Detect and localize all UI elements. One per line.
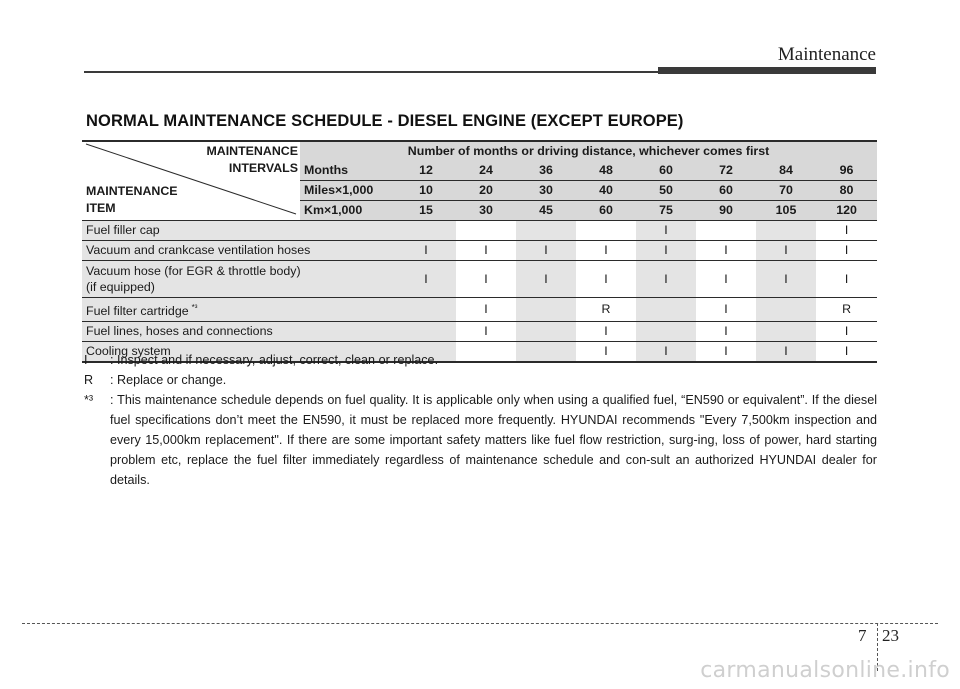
span-header: Number of months or driving distance, whichever comes first — [300, 141, 877, 161]
item-name: Fuel lines, hoses and connections — [86, 324, 273, 339]
interval-value: 75 — [636, 201, 696, 221]
interval-value: 40 — [576, 181, 636, 201]
item-name-cell — [82, 241, 396, 261]
interval-value: 15 — [396, 201, 456, 221]
schedule-cell — [396, 298, 456, 322]
schedule-cell: I — [636, 261, 696, 298]
table-row — [82, 298, 877, 322]
interval-value: 60 — [576, 201, 636, 221]
header-rule-thick — [658, 67, 876, 74]
schedule-cell: I — [636, 342, 696, 363]
schedule-cell: I — [636, 221, 696, 241]
schedule-cell: I — [576, 322, 636, 342]
interval-value: 70 — [756, 181, 816, 201]
schedule-cell: I — [576, 261, 636, 298]
schedule-cell: I — [756, 261, 816, 298]
corner-item-line2: ITEM — [86, 201, 116, 215]
schedule-cell — [576, 221, 636, 241]
schedule-cell — [636, 322, 696, 342]
footer-dashed-rule — [22, 623, 938, 624]
interval-value: 80 — [816, 181, 877, 201]
interval-value: 90 — [696, 201, 756, 221]
schedule-cell: I — [516, 261, 576, 298]
interval-value: 84 — [756, 161, 816, 181]
item-name-cell — [82, 221, 396, 241]
page-title: NORMAL MAINTENANCE SCHEDULE - DIESEL ENGINE (EXCEPT EUROPE) — [86, 112, 684, 130]
item-name: Fuel filler cap — [86, 223, 160, 237]
schedule-cell — [516, 322, 576, 342]
schedule-cell: I — [816, 322, 877, 342]
note-key: I — [84, 353, 88, 367]
note-line — [84, 390, 877, 490]
interval-value: 30 — [516, 181, 576, 201]
note-key: R — [84, 373, 94, 387]
schedule-cell: R — [576, 298, 636, 322]
schedule-cell: I — [456, 241, 516, 261]
section-title: Maintenance — [777, 44, 876, 65]
table-row — [82, 221, 877, 241]
schedule-cell — [396, 221, 456, 241]
schedule-cell: I — [756, 241, 816, 261]
schedule-cell — [756, 221, 816, 241]
item-name-cell — [82, 298, 396, 322]
table-row — [82, 322, 877, 342]
note-text: : Replace or change. — [110, 373, 227, 387]
note-line — [84, 370, 877, 390]
corner-item-line1: MAINTENANCE — [86, 184, 178, 198]
interval-row-label: Km×1,000 — [300, 201, 396, 221]
item-name-cell — [82, 322, 396, 342]
note-text: : This maintenance schedule depends on fuel quality. It is applicable only when using a qualified fuel, “EN590 or equivalent”. If the diesel fuel specifications don’t meet the EN590, it must be replaced more frequently. HYUNDAI recommends "Every 7,500km inspection and every 15,000km replacement". If there are some important safety matters like fuel flow restriction, surg-ing, loss of power, hard starting problem etc, replace the fuel filter immediately regardless of maintenance schedule and con-sult an authorized HYUNDAI dealer for details. — [110, 393, 877, 487]
interval-value: 50 — [636, 181, 696, 201]
corner-item-label — [86, 183, 178, 217]
schedule-cell — [756, 322, 816, 342]
watermark-text: carmanualsonline.info — [700, 658, 950, 683]
interval-row-label: Months — [300, 161, 396, 181]
schedule-cell: I — [756, 342, 816, 363]
schedule-cell — [396, 322, 456, 342]
header-rule-thin — [84, 71, 660, 73]
schedule-cell: I — [576, 241, 636, 261]
schedule-cell: I — [516, 241, 576, 261]
schedule-cell: I — [816, 241, 877, 261]
schedule-cell — [516, 298, 576, 322]
interval-value: 105 — [756, 201, 816, 221]
interval-value: 20 — [456, 181, 516, 201]
interval-value: 60 — [696, 181, 756, 201]
item-name: Vacuum and crankcase ventilation hoses — [86, 243, 311, 257]
schedule-cell — [756, 298, 816, 322]
schedule-cell: I — [816, 342, 877, 363]
corner-intervals-label — [206, 143, 298, 177]
schedule-cell: R — [816, 298, 877, 322]
notes-section — [84, 350, 877, 490]
item-footnote-marker: *³ — [191, 303, 198, 312]
interval-value: 24 — [456, 161, 516, 181]
schedule-cell: I — [456, 298, 516, 322]
schedule-cell: I — [456, 261, 516, 298]
schedule-cell: I — [696, 241, 756, 261]
interval-value: 60 — [636, 161, 696, 181]
item-name-cell — [82, 261, 396, 298]
corner-intervals-line1: MAINTENANCE — [206, 144, 298, 158]
schedule-cell: I — [816, 261, 877, 298]
schedule-cell — [456, 221, 516, 241]
interval-row-label: Miles×1,000 — [300, 181, 396, 201]
interval-value: 48 — [576, 161, 636, 181]
schedule-cell — [516, 221, 576, 241]
interval-value: 36 — [516, 161, 576, 181]
maintenance-schedule-table — [82, 140, 877, 363]
note-line — [84, 350, 877, 370]
item-name: Vacuum hose (for EGR & throttle body) — [86, 264, 301, 278]
note-key: *³ — [84, 393, 94, 407]
interval-value: 96 — [816, 161, 877, 181]
table-row — [82, 261, 877, 298]
item-name: Cooling system — [86, 344, 171, 359]
schedule-cell: I — [696, 261, 756, 298]
chapter-number: 7 — [858, 626, 867, 645]
table-row — [82, 241, 877, 261]
schedule-cell: I — [696, 342, 756, 363]
schedule-cell: I — [576, 342, 636, 363]
item-name-line2: (if equipped) — [86, 280, 155, 294]
interval-value: 10 — [396, 181, 456, 201]
interval-value: 120 — [816, 201, 877, 221]
schedule-cell: I — [696, 322, 756, 342]
table-corner-cell — [82, 141, 300, 221]
page-number: 23 — [882, 626, 899, 645]
schedule-cell: I — [396, 261, 456, 298]
note-text: : Inspect and if necessary, adjust, correct, clean or replace. — [110, 353, 439, 367]
schedule-cell: I — [696, 298, 756, 322]
interval-value: 45 — [516, 201, 576, 221]
schedule-cell: I — [636, 241, 696, 261]
interval-value: 30 — [456, 201, 516, 221]
interval-value: 72 — [696, 161, 756, 181]
schedule-cell: I — [456, 322, 516, 342]
schedule-cell — [696, 221, 756, 241]
interval-value: 12 — [396, 161, 456, 181]
schedule-cell: I — [396, 241, 456, 261]
corner-intervals-line2: INTERVALS — [228, 161, 298, 175]
schedule-cell: I — [816, 221, 877, 241]
item-name: Fuel filter cartridge — [86, 304, 189, 319]
schedule-cell — [636, 298, 696, 322]
